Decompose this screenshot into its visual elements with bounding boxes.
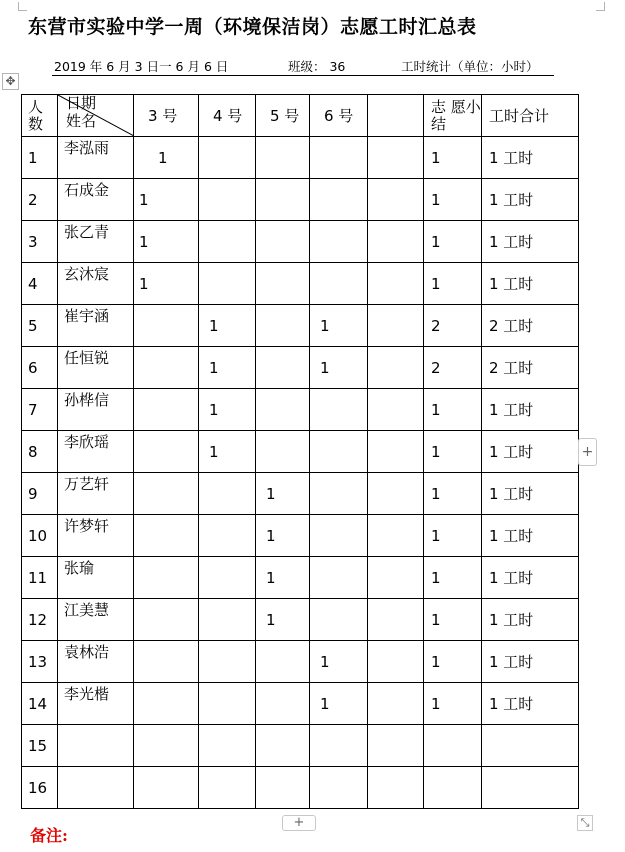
- hours-total: 1 工时: [482, 179, 579, 221]
- student-name: 张瑜: [58, 557, 134, 599]
- day-3-hours: [134, 305, 199, 347]
- subtitle-line: [52, 57, 554, 76]
- day-5-hours: [256, 221, 310, 263]
- day-5-hours: [256, 305, 310, 347]
- table-resize-icon[interactable]: ⤡: [577, 815, 593, 831]
- day-blank-hours: [368, 599, 424, 641]
- hours-total: 1 工时: [482, 641, 579, 683]
- header-volunteer-summary: 志 愿小结: [424, 95, 482, 137]
- hours-total: 2 工时: [482, 347, 579, 389]
- table-row: [22, 767, 579, 809]
- volunteer-summary: 1: [424, 515, 482, 557]
- day-4-hours: [199, 725, 256, 767]
- row-number: 3: [22, 221, 58, 263]
- day-3-hours: 1: [134, 179, 199, 221]
- day-blank-hours: [368, 305, 424, 347]
- volunteer-summary: 1: [424, 263, 482, 305]
- table-row: [22, 305, 579, 347]
- day-5-hours: [256, 179, 310, 221]
- hours-total: 1 工时: [482, 473, 579, 515]
- table-row: [22, 263, 579, 305]
- hours-total: 2 工时: [482, 305, 579, 347]
- document-title: 东营市实验中学一周（环境保洁岗）志愿工时汇总表: [28, 16, 477, 38]
- class-label: 班级： 36: [288, 59, 346, 74]
- day-3-hours: [134, 599, 199, 641]
- day-6-hours: [310, 389, 368, 431]
- header-day-3: 3 号: [134, 95, 199, 137]
- row-number: 5: [22, 305, 58, 347]
- header-day-6: 6 号: [310, 95, 368, 137]
- day-blank-hours: [368, 389, 424, 431]
- day-blank-hours: [368, 179, 424, 221]
- volunteer-summary: 2: [424, 305, 482, 347]
- row-number: 11: [22, 557, 58, 599]
- table-row: [22, 473, 579, 515]
- day-3-hours: [134, 473, 199, 515]
- student-name: 李光楷: [58, 683, 134, 725]
- day-4-hours: [199, 473, 256, 515]
- student-name: 袁林浩: [58, 641, 134, 683]
- row-number: 10: [22, 515, 58, 557]
- day-3-hours: [134, 515, 199, 557]
- hours-total: [482, 725, 579, 767]
- student-name: 石成金: [58, 179, 134, 221]
- table-row: [22, 389, 579, 431]
- day-4-hours: [199, 263, 256, 305]
- day-3-hours: [134, 725, 199, 767]
- day-blank-hours: [368, 431, 424, 473]
- day-5-hours: [256, 347, 310, 389]
- table-row: [22, 347, 579, 389]
- day-4-hours: 1: [199, 347, 256, 389]
- day-6-hours: [310, 515, 368, 557]
- student-name: 玄沐宸: [58, 263, 134, 305]
- day-5-hours: 1: [256, 557, 310, 599]
- header-day-5: 5 号: [256, 95, 310, 137]
- day-blank-hours: [368, 137, 424, 179]
- day-3-hours: [134, 767, 199, 809]
- stat-unit-label: 工时统计（单位：小时）: [401, 59, 539, 74]
- add-row-plus-icon[interactable]: +: [282, 815, 316, 831]
- hours-total: 1 工时: [482, 389, 579, 431]
- day-4-hours: [199, 767, 256, 809]
- day-4-hours: [199, 515, 256, 557]
- page-corner-mark-right: [596, 2, 605, 11]
- table-row: [22, 515, 579, 557]
- day-6-hours: [310, 221, 368, 263]
- header-hours-total: 工时合计: [482, 95, 579, 137]
- volunteer-summary: [424, 725, 482, 767]
- day-4-hours: [199, 683, 256, 725]
- row-number: 7: [22, 389, 58, 431]
- row-number: 9: [22, 473, 58, 515]
- header-people: 人数: [22, 95, 58, 137]
- hours-total: 1 工时: [482, 431, 579, 473]
- day-4-hours: [199, 137, 256, 179]
- header-day-4: 4 号: [199, 95, 256, 137]
- day-4-hours: 1: [199, 431, 256, 473]
- student-name: 张乙青: [58, 221, 134, 263]
- hours-total: 1 工时: [482, 557, 579, 599]
- day-5-hours: [256, 389, 310, 431]
- student-name: 崔宇涵: [58, 305, 134, 347]
- day-blank-hours: [368, 683, 424, 725]
- day-blank-hours: [368, 557, 424, 599]
- day-5-hours: [256, 641, 310, 683]
- day-3-hours: [134, 389, 199, 431]
- volunteer-summary: 2: [424, 347, 482, 389]
- day-5-hours: [256, 683, 310, 725]
- day-5-hours: [256, 263, 310, 305]
- hours-total: 1 工时: [482, 599, 579, 641]
- table-row: [22, 683, 579, 725]
- volunteer-summary: 1: [424, 221, 482, 263]
- table-row: [22, 599, 579, 641]
- day-blank-hours: [368, 515, 424, 557]
- student-name: [58, 767, 134, 809]
- day-6-hours: 1: [310, 683, 368, 725]
- date-range: 2019 年 6 月 3 日一 6 月 6 日: [54, 59, 229, 74]
- volunteer-summary: 1: [424, 179, 482, 221]
- student-name: 孙桦信: [58, 389, 134, 431]
- day-4-hours: 1: [199, 389, 256, 431]
- day-3-hours: [134, 557, 199, 599]
- row-number: 2: [22, 179, 58, 221]
- header-date-name-diagonal: [58, 95, 134, 137]
- day-blank-hours: [368, 641, 424, 683]
- hours-total: 1 工时: [482, 137, 579, 179]
- day-blank-hours: [368, 221, 424, 263]
- day-3-hours: 1: [134, 137, 199, 179]
- day-6-hours: [310, 767, 368, 809]
- day-3-hours: [134, 347, 199, 389]
- day-blank-hours: [368, 725, 424, 767]
- day-6-hours: [310, 263, 368, 305]
- header-day-blank: [368, 95, 424, 137]
- student-name: 许梦轩: [58, 515, 134, 557]
- day-blank-hours: [368, 347, 424, 389]
- student-name: 李欣瑶: [58, 431, 134, 473]
- hours-total: 1 工时: [482, 515, 579, 557]
- day-blank-hours: [368, 473, 424, 515]
- hours-total: 1 工时: [482, 683, 579, 725]
- row-number: 13: [22, 641, 58, 683]
- day-5-hours: 1: [256, 515, 310, 557]
- header-date: 日期: [66, 94, 97, 112]
- student-name: 任恒锐: [58, 347, 134, 389]
- volunteer-hours-table: [21, 94, 579, 809]
- volunteer-summary: 1: [424, 137, 482, 179]
- table-move-handle-icon[interactable]: ✥: [2, 73, 19, 90]
- row-number: 6: [22, 347, 58, 389]
- table-row: [22, 641, 579, 683]
- day-5-hours: [256, 431, 310, 473]
- day-6-hours: 1: [310, 305, 368, 347]
- row-number: 14: [22, 683, 58, 725]
- day-3-hours: 1: [134, 263, 199, 305]
- day-3-hours: [134, 431, 199, 473]
- table-row: [22, 221, 579, 263]
- hours-total: 1 工时: [482, 263, 579, 305]
- table-row: [22, 431, 579, 473]
- volunteer-summary: 1: [424, 389, 482, 431]
- row-number: 16: [22, 767, 58, 809]
- row-number: 1: [22, 137, 58, 179]
- day-blank-hours: [368, 767, 424, 809]
- student-name: 李泓雨: [58, 137, 134, 179]
- day-3-hours: [134, 641, 199, 683]
- volunteer-summary: 1: [424, 473, 482, 515]
- volunteer-summary: [424, 767, 482, 809]
- day-5-hours: 1: [256, 599, 310, 641]
- day-4-hours: [199, 599, 256, 641]
- row-number: 8: [22, 431, 58, 473]
- day-5-hours: [256, 725, 310, 767]
- day-5-hours: 1: [256, 473, 310, 515]
- day-4-hours: [199, 557, 256, 599]
- day-4-hours: 1: [199, 305, 256, 347]
- add-column-plus-icon[interactable]: +: [578, 438, 597, 466]
- page-corner-mark-left: [18, 2, 27, 11]
- table-row: [22, 137, 579, 179]
- day-6-hours: [310, 725, 368, 767]
- day-5-hours: [256, 137, 310, 179]
- table-row: [22, 179, 579, 221]
- row-number: 12: [22, 599, 58, 641]
- table-row: [22, 557, 579, 599]
- hours-total: 1 工时: [482, 221, 579, 263]
- day-6-hours: [310, 431, 368, 473]
- header-name: 姓名: [66, 112, 97, 130]
- day-3-hours: [134, 683, 199, 725]
- row-number: 15: [22, 725, 58, 767]
- row-number: 4: [22, 263, 58, 305]
- day-3-hours: 1: [134, 221, 199, 263]
- day-6-hours: [310, 557, 368, 599]
- table-header-row: [22, 95, 579, 137]
- day-6-hours: [310, 179, 368, 221]
- day-6-hours: [310, 599, 368, 641]
- volunteer-summary: 1: [424, 431, 482, 473]
- day-6-hours: [310, 473, 368, 515]
- table-row: [22, 725, 579, 767]
- remark-label: 备注:: [30, 826, 68, 845]
- day-5-hours: [256, 767, 310, 809]
- day-4-hours: [199, 221, 256, 263]
- student-name: [58, 725, 134, 767]
- day-6-hours: 1: [310, 641, 368, 683]
- day-6-hours: 1: [310, 347, 368, 389]
- day-4-hours: [199, 179, 256, 221]
- volunteer-summary: 1: [424, 599, 482, 641]
- day-6-hours: [310, 137, 368, 179]
- volunteer-summary: 1: [424, 557, 482, 599]
- day-4-hours: [199, 641, 256, 683]
- volunteer-summary: 1: [424, 641, 482, 683]
- volunteer-summary: 1: [424, 683, 482, 725]
- student-name: 万艺轩: [58, 473, 134, 515]
- day-blank-hours: [368, 263, 424, 305]
- hours-total: [482, 767, 579, 809]
- student-name: 江美慧: [58, 599, 134, 641]
